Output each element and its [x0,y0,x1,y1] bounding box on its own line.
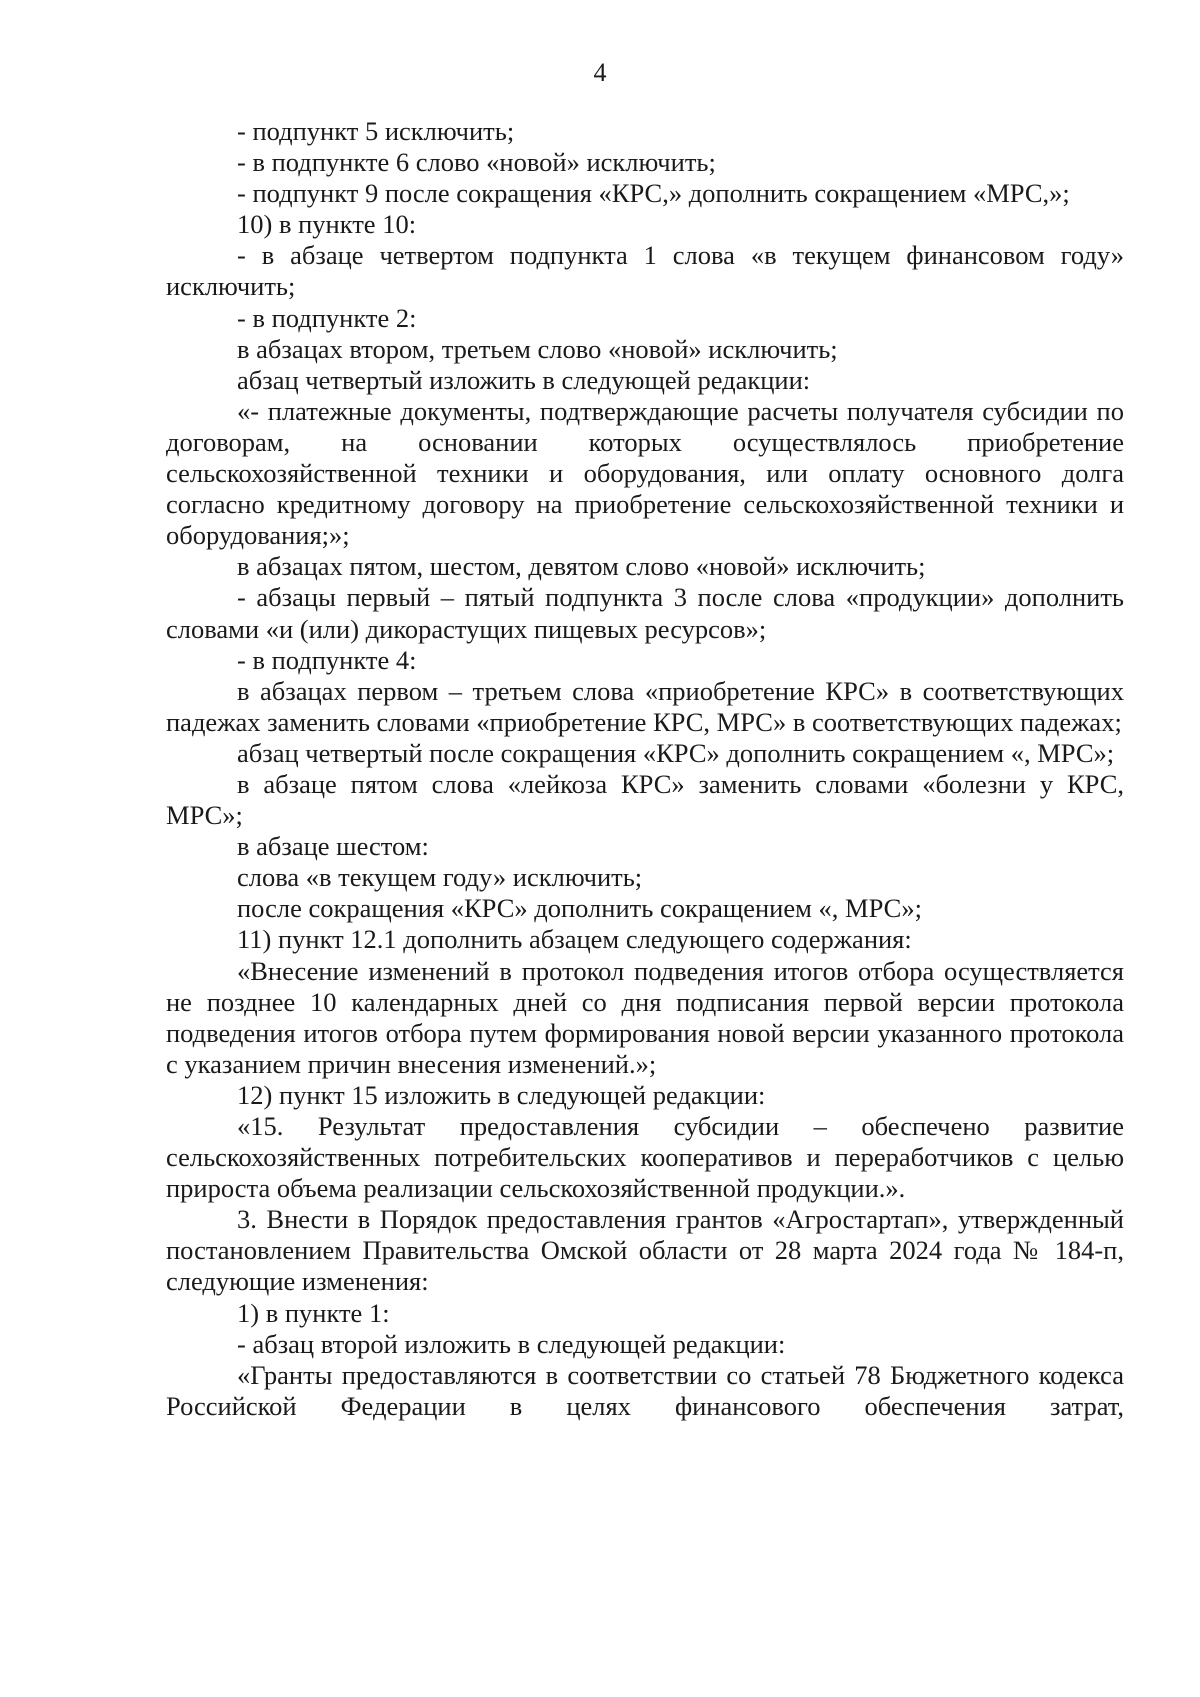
page-number: 4 [593,58,607,87]
paragraph: 10) в пункте 10: [237,209,417,240]
paragraph: 11) пункт 12.1 дополнить абзацем следующего содержания: [237,924,912,955]
paragraph: «Гранты предоставляются в соответствии со статьей 78 Бюджетного кодекса Российской Федерации в целях финансового обеспечения затрат, [166,1359,1124,1421]
paragraph: в абзацах пятом, шестом, девятом слово «новой» исключить; [237,551,926,582]
paragraph: после сокращения «КРС» дополнить сокращением «, МРС»; [237,893,922,924]
document-body [166,116,1124,1422]
paragraph: - в подпункте 2: [237,302,417,333]
paragraph: абзац четвертый после сокращения «КРС» дополнить сокращением «, МРС»; [237,737,1115,768]
paragraph: в абзаце пятом слова «лейкоза КРС» заменить словами «болезни у КРС, МРС»; [166,768,1124,831]
paragraph: - абзацы первый – пятый подпункта 3 после слова «продукции» дополнить словами «и (или) дикорастущих пищевых ресурсов»; [166,582,1124,644]
paragraph: 1) в пункте 1: [237,1297,390,1328]
paragraph: в абзацах первом – третьем слова «приобретение КРС» в соответствующих падежах заменить словами «приобретение КРС, МРС» в соответствующих падежах; [166,675,1124,737]
paragraph: - подпункт 5 исключить; [237,116,515,146]
paragraph: - абзац второй изложить в следующей редакции: [237,1328,786,1359]
paragraph: 3. Внести в Порядок предоставления грантов «Агростартап», утвержденный постановлением Правительства Омской области от 28 марта 2024 года № 184-п, следующие изменения: [166,1204,1124,1297]
paragraph: - в абзаце четвертом подпункта 1 слова «в текущем финансовом году» исключить; [166,240,1124,302]
paragraph: «15. Результат предоставления субсидии – обеспечено развитие сельскохозяйственных потребительских кооперативов и переработчиков с целью прироста объема реализации сельскохозяйственной продукции.». [166,1111,1124,1204]
paragraph: абзац четвертый изложить в следующей редакции: [237,364,811,395]
paragraph: - в подпункте 4: [237,644,417,675]
paragraph: в абзаце шестом: [237,831,429,862]
paragraph: - подпункт 9 после сокращения «КРС,» дополнить сокращением «МРС,»; [237,178,1070,209]
paragraph: 12) пункт 15 изложить в следующей редакции: [237,1079,766,1110]
paragraph: «- платежные документы, подтверждающие расчеты получателя субсидии по договорам, на основании которых осуществлялось приобретение сельскохозяйственной техники и оборудования, или оплату основного долга согласно кредитному договору на приобретение сельскохозяйственной техники и оборудования;»; [166,395,1124,551]
paragraph: - в подпункте 6 слово «новой» исключить; [237,147,716,178]
paragraph: в абзацах втором, третьем слово «новой» исключить; [237,333,838,364]
paragraph: «Внесение изменений в протокол подведения итогов отбора осуществляется не позднее 10 календарных дней со дня подписания первой версии протокола подведения итогов отбора путем формирования новой версии указанного протокола с указанием причин внесения изменений.»; [166,955,1124,1079]
paragraph: слова «в текущем году» исключить; [237,862,643,893]
